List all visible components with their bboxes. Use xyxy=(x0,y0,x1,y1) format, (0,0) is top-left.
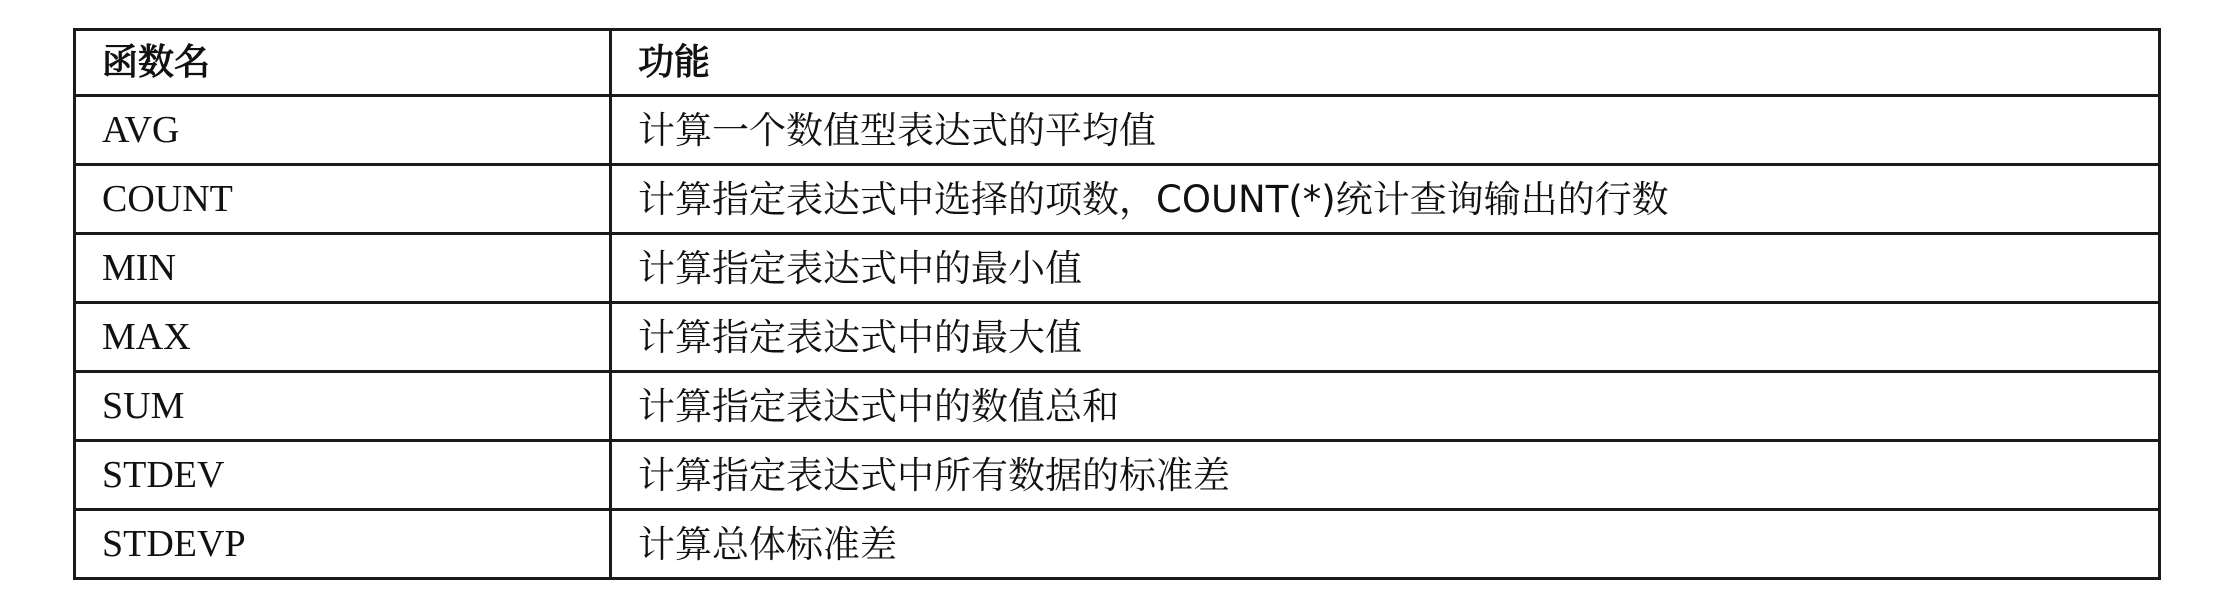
table-row xyxy=(75,96,2160,165)
function-description-cell: 计算指定表达式中所有数据的标准差 xyxy=(611,441,2160,510)
header-function-description: 功能 xyxy=(611,30,2160,96)
function-description-cell: 计算指定表达式中选择的项数，COUNT(*)统计查询输出的行数 xyxy=(611,165,2160,234)
function-name-cell: COUNT xyxy=(75,165,611,234)
function-description-cell: 计算总体标准差 xyxy=(611,510,2160,579)
header-function-name: 函数名 xyxy=(75,30,611,96)
function-description-cell: 计算指定表达式中的最小值 xyxy=(611,234,2160,303)
table-row xyxy=(75,165,2160,234)
function-description-cell: 计算一个数值型表达式的平均值 xyxy=(611,96,2160,165)
table-row xyxy=(75,441,2160,510)
function-name-cell: STDEVP xyxy=(75,510,611,579)
table-row xyxy=(75,372,2160,441)
function-name-cell: MAX xyxy=(75,303,611,372)
function-name-cell: SUM xyxy=(75,372,611,441)
function-description-cell: 计算指定表达式中的数值总和 xyxy=(611,372,2160,441)
table-row xyxy=(75,510,2160,579)
function-name-cell: STDEV xyxy=(75,441,611,510)
function-name-cell: MIN xyxy=(75,234,611,303)
aggregate-function-table xyxy=(73,28,2161,580)
table-header-row xyxy=(75,30,2160,96)
table-row xyxy=(75,303,2160,372)
function-description-cell: 计算指定表达式中的最大值 xyxy=(611,303,2160,372)
table-row xyxy=(75,234,2160,303)
function-name-cell: AVG xyxy=(75,96,611,165)
